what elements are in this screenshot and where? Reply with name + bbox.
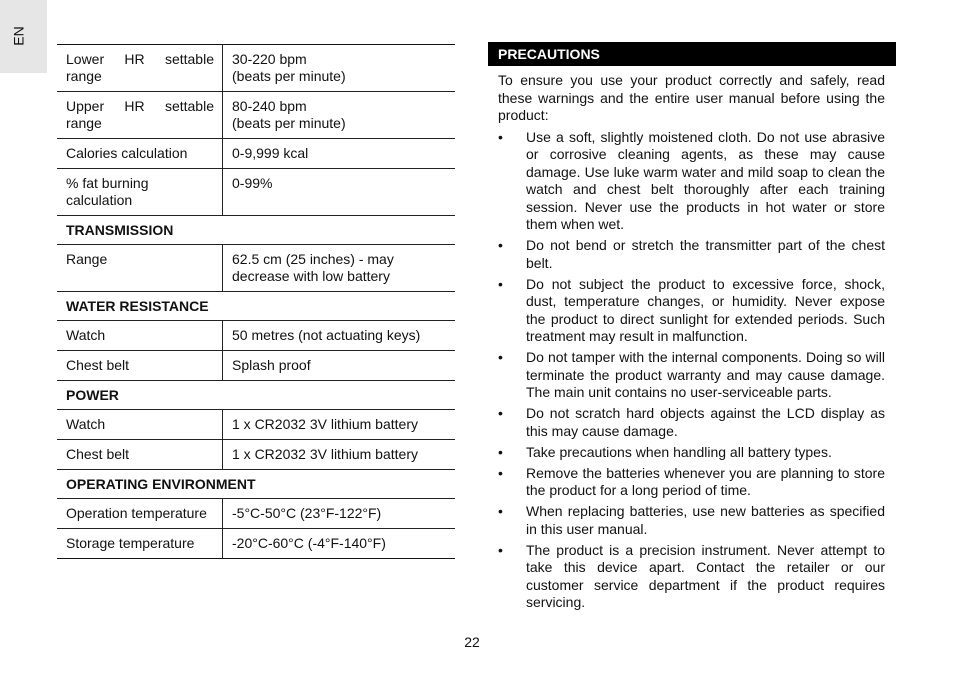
spec-row [57, 139, 455, 169]
section-header: WATER RESISTANCE [57, 292, 455, 321]
page-number: 22 [464, 634, 480, 650]
section-header-row [57, 292, 455, 321]
precautions-list [498, 129, 885, 612]
spec-row [57, 169, 455, 216]
language-label: EN [10, 26, 27, 46]
precaution-item [498, 349, 885, 402]
precaution-item [498, 503, 885, 538]
bullet-icon: • [498, 237, 503, 253]
spec-row [57, 45, 455, 92]
bullet-icon: • [498, 503, 503, 519]
precaution-item [498, 444, 885, 462]
spec-row [57, 499, 455, 529]
specifications-table [57, 44, 455, 559]
language-tab [0, 0, 47, 73]
precaution-item [498, 465, 885, 500]
spec-value: 50 metres (not actuating keys) [223, 321, 456, 351]
spec-value: 62.5 cm (25 inches) - may decrease with low battery [223, 245, 456, 292]
spec-row [57, 529, 455, 559]
bullet-icon: • [498, 443, 503, 460]
precaution-text: The product is a precision instrument. Never attempt to take this device apart. Contact the retailer or our customer service department if the product requires servicing. [526, 541, 885, 610]
bullet-icon: • [498, 128, 503, 145]
precaution-item [498, 405, 885, 440]
precaution-text: Do not subject the product to excessive force, shock, dust, temperature changes, or humidity. Never expose the product to direct sunlight for extended periods. Such treatment may result in malfunction. [526, 275, 885, 344]
section-header: TRANSMISSION [57, 216, 455, 245]
spec-label: % fat burning calculation [57, 169, 223, 216]
spec-value: -20°C-60°C (-4°F-140°F) [223, 529, 456, 559]
spec-value: 0-9,999 kcal [223, 139, 456, 169]
spec-label: Watch [57, 321, 223, 351]
spec-value: -5°C-50°C (23°F-122°F) [223, 499, 456, 529]
precaution-text: Do not bend or stretch the transmitter part of the chest belt. [526, 237, 885, 271]
section-header: POWER [57, 381, 455, 410]
bullet-icon: • [498, 349, 503, 365]
precaution-text: Do not scratch hard objects against the LCD display as this may cause damage. [526, 405, 885, 439]
precaution-item [498, 237, 885, 272]
precautions-heading: PRECAUTIONS [488, 42, 896, 66]
spec-row [57, 321, 455, 351]
spec-value: 1 x CR2032 3V lithium battery [223, 440, 456, 470]
spec-value: 1 x CR2032 3V lithium battery [223, 410, 456, 440]
bullet-icon: • [498, 541, 503, 558]
spec-value: 80-240 bpm (beats per minute) [223, 92, 456, 139]
spec-label: Operation temperature [57, 499, 223, 529]
section-header: OPERATING ENVIRONMENT [57, 470, 455, 499]
spec-label: Chest belt [57, 440, 223, 470]
section-header-row [57, 381, 455, 410]
spec-label: Lower HR settable range [57, 45, 223, 92]
spec-label: Storage temperature [57, 529, 223, 559]
precaution-text: Do not tamper with the internal components. Doing so will terminate the product warranty and may cause damage. The main unit contains no user-serviceable parts. [526, 349, 885, 400]
precaution-item [498, 542, 885, 612]
section-header-row [57, 216, 455, 245]
spec-value: 0-99% [223, 169, 456, 216]
spec-label: Range [57, 245, 223, 292]
section-header-row [57, 470, 455, 499]
spec-row [57, 245, 455, 292]
spec-value: Splash proof [223, 351, 456, 381]
bullet-icon: • [498, 275, 503, 292]
spec-row [57, 440, 455, 470]
precaution-text: Use a soft, slightly moistened cloth. Do not use abrasive or corrosive cleaning agents, as these may cause damage. Use luke warm water and mild soap to clean the watch and chest belt thoroughly after each training session. Never use the products in hot water or store them when wet. [526, 128, 885, 232]
spec-row [57, 410, 455, 440]
bullet-icon: • [498, 464, 503, 481]
spec-value: 30-220 bpm (beats per minute) [223, 45, 456, 92]
bullet-icon: • [498, 405, 503, 421]
precaution-text: Remove the batteries whenever you are planning to store the product for a long period of time. [526, 464, 885, 498]
precautions-section [488, 42, 896, 615]
spec-label: Watch [57, 410, 223, 440]
spec-row [57, 92, 455, 139]
precaution-item [498, 129, 885, 234]
spec-row [57, 351, 455, 381]
spec-label: Chest belt [57, 351, 223, 381]
spec-label: Calories calculation [57, 139, 223, 169]
precautions-intro: To ensure you use your product correctly and safely, read these warnings and the entire user manual before using the product: [498, 72, 885, 123]
precaution-text: When replacing batteries, use new batteries as specified in this user manual. [526, 503, 885, 537]
spec-label: Upper HR settable range [57, 92, 223, 139]
precaution-item [498, 276, 885, 346]
precaution-text: Take precautions when handling all battery types. [526, 443, 832, 460]
